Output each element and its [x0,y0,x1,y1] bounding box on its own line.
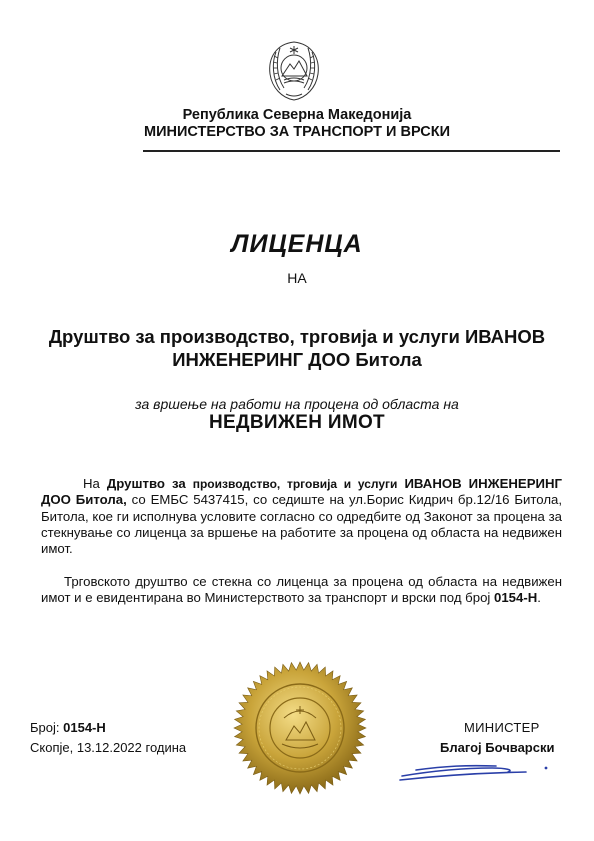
paragraph-1-company-bold: Друштво за [106,476,186,491]
paragraph-2-end: . [537,590,541,606]
paragraph-2-number: 0154-Н [494,590,538,606]
minister-name: Благој Бочварски [440,740,555,755]
paragraph-1 [41,476,562,557]
number-value: 0154-Н [63,720,106,735]
paragraph-2-text: Трговското друштво се стекна со лиценца за процена од областа на недвижен имот и е евидентирана во Министерството за транспорт и врски под број [41,574,562,606]
to-label: НА [287,270,307,286]
license-field: НЕДВИЖЕН ИМОТ [209,412,385,433]
signature-icon [396,756,556,784]
company-name: Друштво за производство, трговија и услуги ИВАНОВ ИНЖЕНЕРИНГ ДОО Битола [48,326,546,370]
country-name: Република Северна Македонија [182,107,412,123]
paragraph-1-rest: со ЕМБС 5437415, со седиште на ул.Борис Кидрич бр.12/16 Битола, Битола, кое ги исполнува условите согласно со одредбите од Законот за процена за стекнување со лиценца за вршење на работите за процена од областа на недвижен имот. [41,492,563,557]
paragraph-1-company-bold-2: ИВАНОВ ИНЖЕНЕРИНГ ДОО Битола, [41,476,562,508]
document-title: ЛИЦЕНЦА [231,230,363,258]
ministry-name: МИНИСТЕРСТВО ЗА ТРАНСПОРТ И ВРСКИ [143,124,451,140]
paragraph-1-company-small: производство, трговија и услуги [192,477,398,491]
gold-seal-icon [232,660,368,796]
minister-title: МИНИСТЕР [464,720,540,735]
coat-of-arms-emblem [262,38,326,104]
document-number [30,720,106,735]
place-and-date: Скопје, 13.12.2022 година [30,740,187,755]
number-label: Број: [30,720,60,735]
header-divider [143,150,560,152]
paragraph-1-lead: На [83,476,100,491]
paragraph-2 [41,574,562,607]
license-purpose: за вршење на работи на процена од областа на [135,396,459,412]
